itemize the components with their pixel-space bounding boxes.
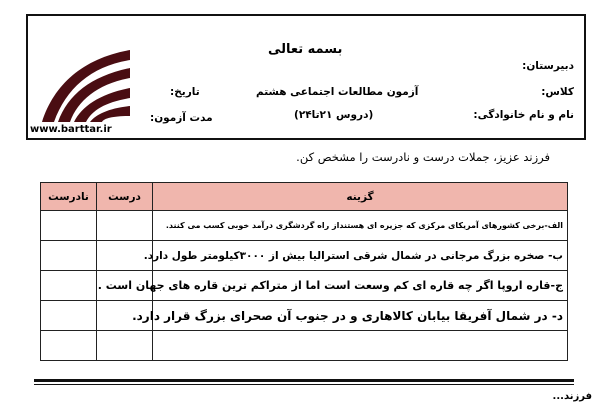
table-row [41, 331, 568, 361]
false-header: نادرست [41, 183, 97, 211]
barttar-logo-icon [34, 44, 134, 136]
instruction-text: فرزند عزیز، جملات درست و نادرست را مشخص کن. [296, 150, 550, 164]
false-cell-d[interactable] [41, 301, 97, 331]
school-label: دبیرستان: [522, 60, 574, 72]
true-false-table [40, 182, 568, 361]
statement-c: ج-قاره اروپا اگر چه قاره ای کم وسعت است اما از متراکم ترین قاره های جهان است . [153, 271, 568, 301]
section-divider [34, 379, 574, 382]
exam-header [26, 14, 586, 140]
false-cell-empty[interactable] [41, 331, 97, 361]
statement-empty [153, 331, 568, 361]
true-cell-a[interactable] [97, 211, 153, 241]
table-row [41, 241, 568, 271]
table-row [41, 301, 568, 331]
class-label: کلاس: [541, 86, 574, 98]
false-cell-a[interactable] [41, 211, 97, 241]
true-cell-empty[interactable] [97, 331, 153, 361]
statement-a: الف-برخی کشورهای آمریکای مرکزی که جزیره ای هستنداز راه گردشگری درآمد خوبی کسب می کنند. [153, 211, 568, 241]
exam-title: آزمون مطالعات اجتماعی هشتم [256, 86, 419, 98]
student-name-label: نام و نام خانوادگی: [473, 109, 574, 121]
option-header: گزینه [153, 183, 568, 211]
true-header: درست [97, 183, 153, 211]
table-header-row [41, 183, 568, 211]
section-divider-thin [34, 384, 574, 385]
lessons-range: (دروس ۲۱تا۲۴) [294, 109, 374, 121]
date-label: تاریخ: [170, 86, 200, 98]
statement-b: ب- صخره بزرگ مرجانی در شمال شرقی استرالیا بیش از ۳۰۰۰کیلومتر طول دارد. [153, 241, 568, 271]
site-url: www.barttar.ir [30, 124, 112, 135]
false-cell-b[interactable] [41, 241, 97, 271]
next-section-text: فرزند... [552, 391, 592, 402]
table-row [41, 211, 568, 241]
duration-label: مدت آزمون: [150, 112, 213, 124]
table-row [41, 271, 568, 301]
bismillah: بسمه تعالی [268, 42, 343, 57]
statement-d: د- در شمال آفریقا بیابان کالاهاری و در جنوب آن صحرای بزرگ قرار دارد. [153, 301, 568, 331]
false-cell-c[interactable] [41, 271, 97, 301]
